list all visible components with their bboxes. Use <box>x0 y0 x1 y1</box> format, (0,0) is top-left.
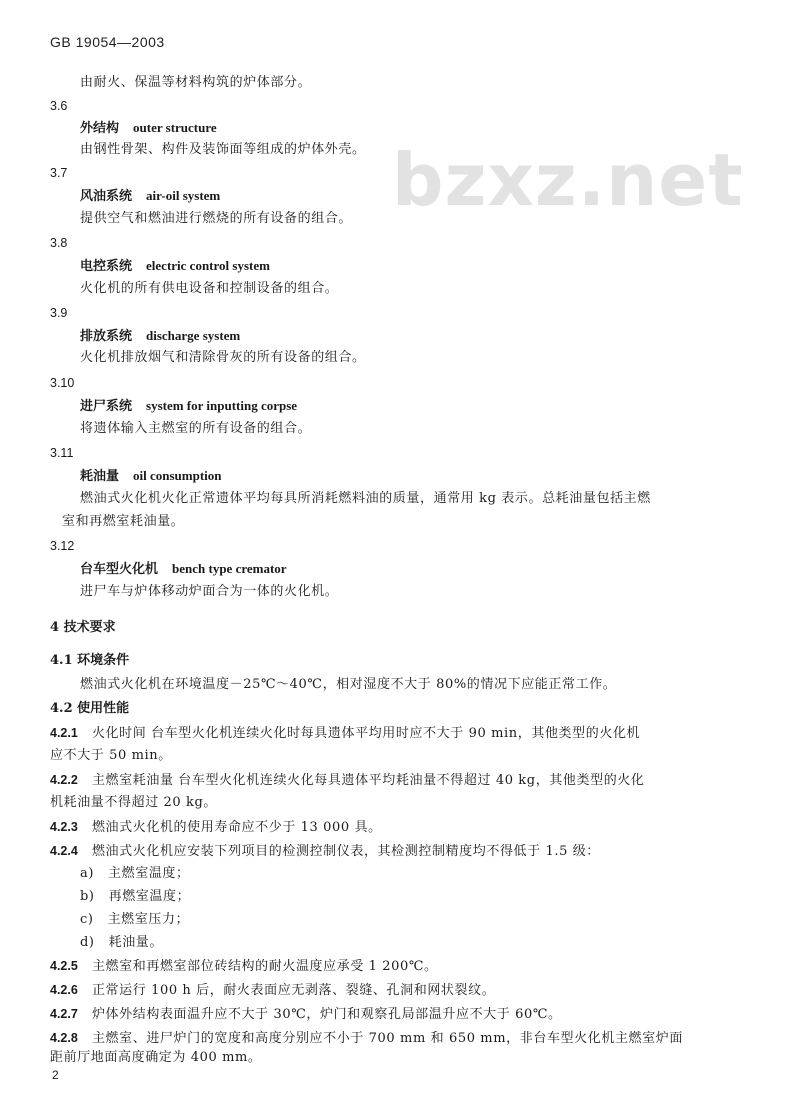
list-text: 主燃室温度； <box>108 866 190 881</box>
term-entry <box>80 188 220 205</box>
clause-number: 3.11 <box>50 446 74 460</box>
clause-text: 燃油式火化机的使用寿命应不少于 13 000 具。 <box>91 820 382 835</box>
clause-text: 燃油式火化机应安装下列项目的检测控制仪表，其检测控制精度均不得低于 1.5 级： <box>91 844 600 859</box>
paragraph: 燃油式火化机在环境温度－25℃～40℃，相对湿度不大于 80%的情况下应能正常工作。 <box>80 677 617 692</box>
term-zh: 电控系统 <box>80 259 133 274</box>
term-entry <box>80 120 217 137</box>
term-zh: 排放系统 <box>80 329 133 344</box>
term-entry <box>80 398 297 415</box>
term-definition-continued: 室和再燃室耗油量。 <box>62 514 185 529</box>
clause-number: 4.2.3 <box>50 820 78 834</box>
term-zh: 外结构 <box>80 121 120 136</box>
term-definition: 火化机排放烟气和清除骨灰的所有设备的组合。 <box>80 350 366 365</box>
list-text: 耗油量。 <box>108 935 163 950</box>
term-en: bench type cremator <box>172 561 287 576</box>
watermark: bzxz.net <box>392 138 744 222</box>
term-entry <box>80 258 270 275</box>
clause-number: 4.2.1 <box>50 726 78 740</box>
intro-text: 由耐火、保温等材料构筑的炉体部分。 <box>80 75 312 90</box>
clause-line <box>50 1030 683 1047</box>
clause-line <box>50 958 438 975</box>
list-item <box>80 889 190 905</box>
term-definition: 提供空气和燃油进行燃烧的所有设备的组合。 <box>80 211 353 226</box>
subsection-title: 4.2 使用性能 <box>50 701 130 716</box>
term-en: electric control system <box>146 258 270 273</box>
page-number: 2 <box>52 1068 59 1082</box>
clause-line <box>50 725 640 742</box>
term-en: discharge system <box>146 328 241 343</box>
list-marker: b) <box>80 889 95 904</box>
clause-number: 4.2.7 <box>50 1007 78 1021</box>
subsection-title: 4.1 环境条件 <box>50 653 130 668</box>
term-definition: 火化机的所有供电设备和控制设备的组合。 <box>80 281 339 296</box>
clause-line <box>50 772 645 789</box>
clause-number: 4.2.5 <box>50 959 78 973</box>
clause-line <box>50 1006 562 1023</box>
list-item <box>80 935 163 951</box>
clause-number: 4.2.6 <box>50 983 78 997</box>
term-definition: 进尸车与炉体移动炉面合为一体的火化机。 <box>80 584 339 599</box>
clause-number: 4.2.8 <box>50 1031 78 1045</box>
section-heading: 4 技术要求 <box>50 620 116 635</box>
list-text: 再燃室温度； <box>108 889 191 904</box>
clause-text-continued: 距前厅地面高度确定为 400 mm。 <box>50 1050 262 1065</box>
clause-number: 3.6 <box>50 99 68 113</box>
term-en: outer structure <box>133 120 217 135</box>
clause-number: 3.8 <box>50 236 68 250</box>
clause-line <box>50 819 382 836</box>
clause-line <box>50 982 495 999</box>
term-definition: 由钢性骨架、构件及装饰面等组成的炉体外壳。 <box>80 142 366 157</box>
clause-number: 3.7 <box>50 166 68 180</box>
list-marker: d) <box>80 935 95 950</box>
clause-number: 4.2.2 <box>50 773 78 787</box>
term-en: air-oil system <box>146 188 221 203</box>
clause-text: 正常运行 100 h 后，耐火表面应无剥落、裂缝、孔洞和网状裂纹。 <box>91 983 496 998</box>
clause-text-continued: 应不大于 50 min。 <box>50 748 172 763</box>
list-marker: a) <box>80 866 95 881</box>
clause-number: 3.12 <box>50 539 75 553</box>
term-definition: 将遗体输入主燃室的所有设备的组合。 <box>80 421 312 436</box>
term-en: system for inputting corpse <box>146 398 298 413</box>
clause-number: 3.10 <box>50 376 75 390</box>
clause-line <box>50 843 600 860</box>
term-entry <box>80 328 240 345</box>
list-item <box>80 912 189 928</box>
term-zh: 台车型火化机 <box>80 562 159 577</box>
term-zh: 风油系统 <box>80 189 133 204</box>
list-item <box>80 866 190 882</box>
list-text: 主燃室压力； <box>107 912 190 927</box>
standard-code-header: GB 19054—2003 <box>50 34 165 50</box>
term-entry <box>80 468 222 485</box>
term-entry <box>80 561 287 578</box>
term-zh: 耗油量 <box>80 469 120 484</box>
term-definition: 燃油式火化机火化正常遗体平均每具所消耗燃料油的质量，通常用 kg 表示。总耗油量包括主燃 <box>80 491 651 506</box>
term-zh: 进尸系统 <box>80 399 133 414</box>
clause-text: 炉体外结构表面温升应不大于 30℃，炉门和观察孔局部温升应不大于 60℃。 <box>91 1007 562 1022</box>
clause-text: 火化时间 台车型火化机连续火化时每具遗体平均用时应不大于 90 min，其他类型的火化机 <box>91 726 641 741</box>
clause-text-continued: 机耗油量不得超过 20 kg。 <box>50 795 218 810</box>
clause-number: 4.2.4 <box>50 844 78 858</box>
list-marker: c) <box>80 912 94 927</box>
clause-text: 主燃室和再燃室部位砖结构的耐火温度应承受 1 200℃。 <box>91 959 438 974</box>
term-en: oil consumption <box>133 468 222 483</box>
clause-number: 3.9 <box>50 306 68 320</box>
clause-text: 主燃室耗油量 台车型火化机连续火化每具遗体平均耗油量不得超过 40 kg，其他类型的火化 <box>91 773 645 788</box>
clause-text: 主燃室、进尸炉门的宽度和高度分别应不小于 700 mm 和 650 mm，非台车型火化机主燃室炉面 <box>91 1031 683 1046</box>
